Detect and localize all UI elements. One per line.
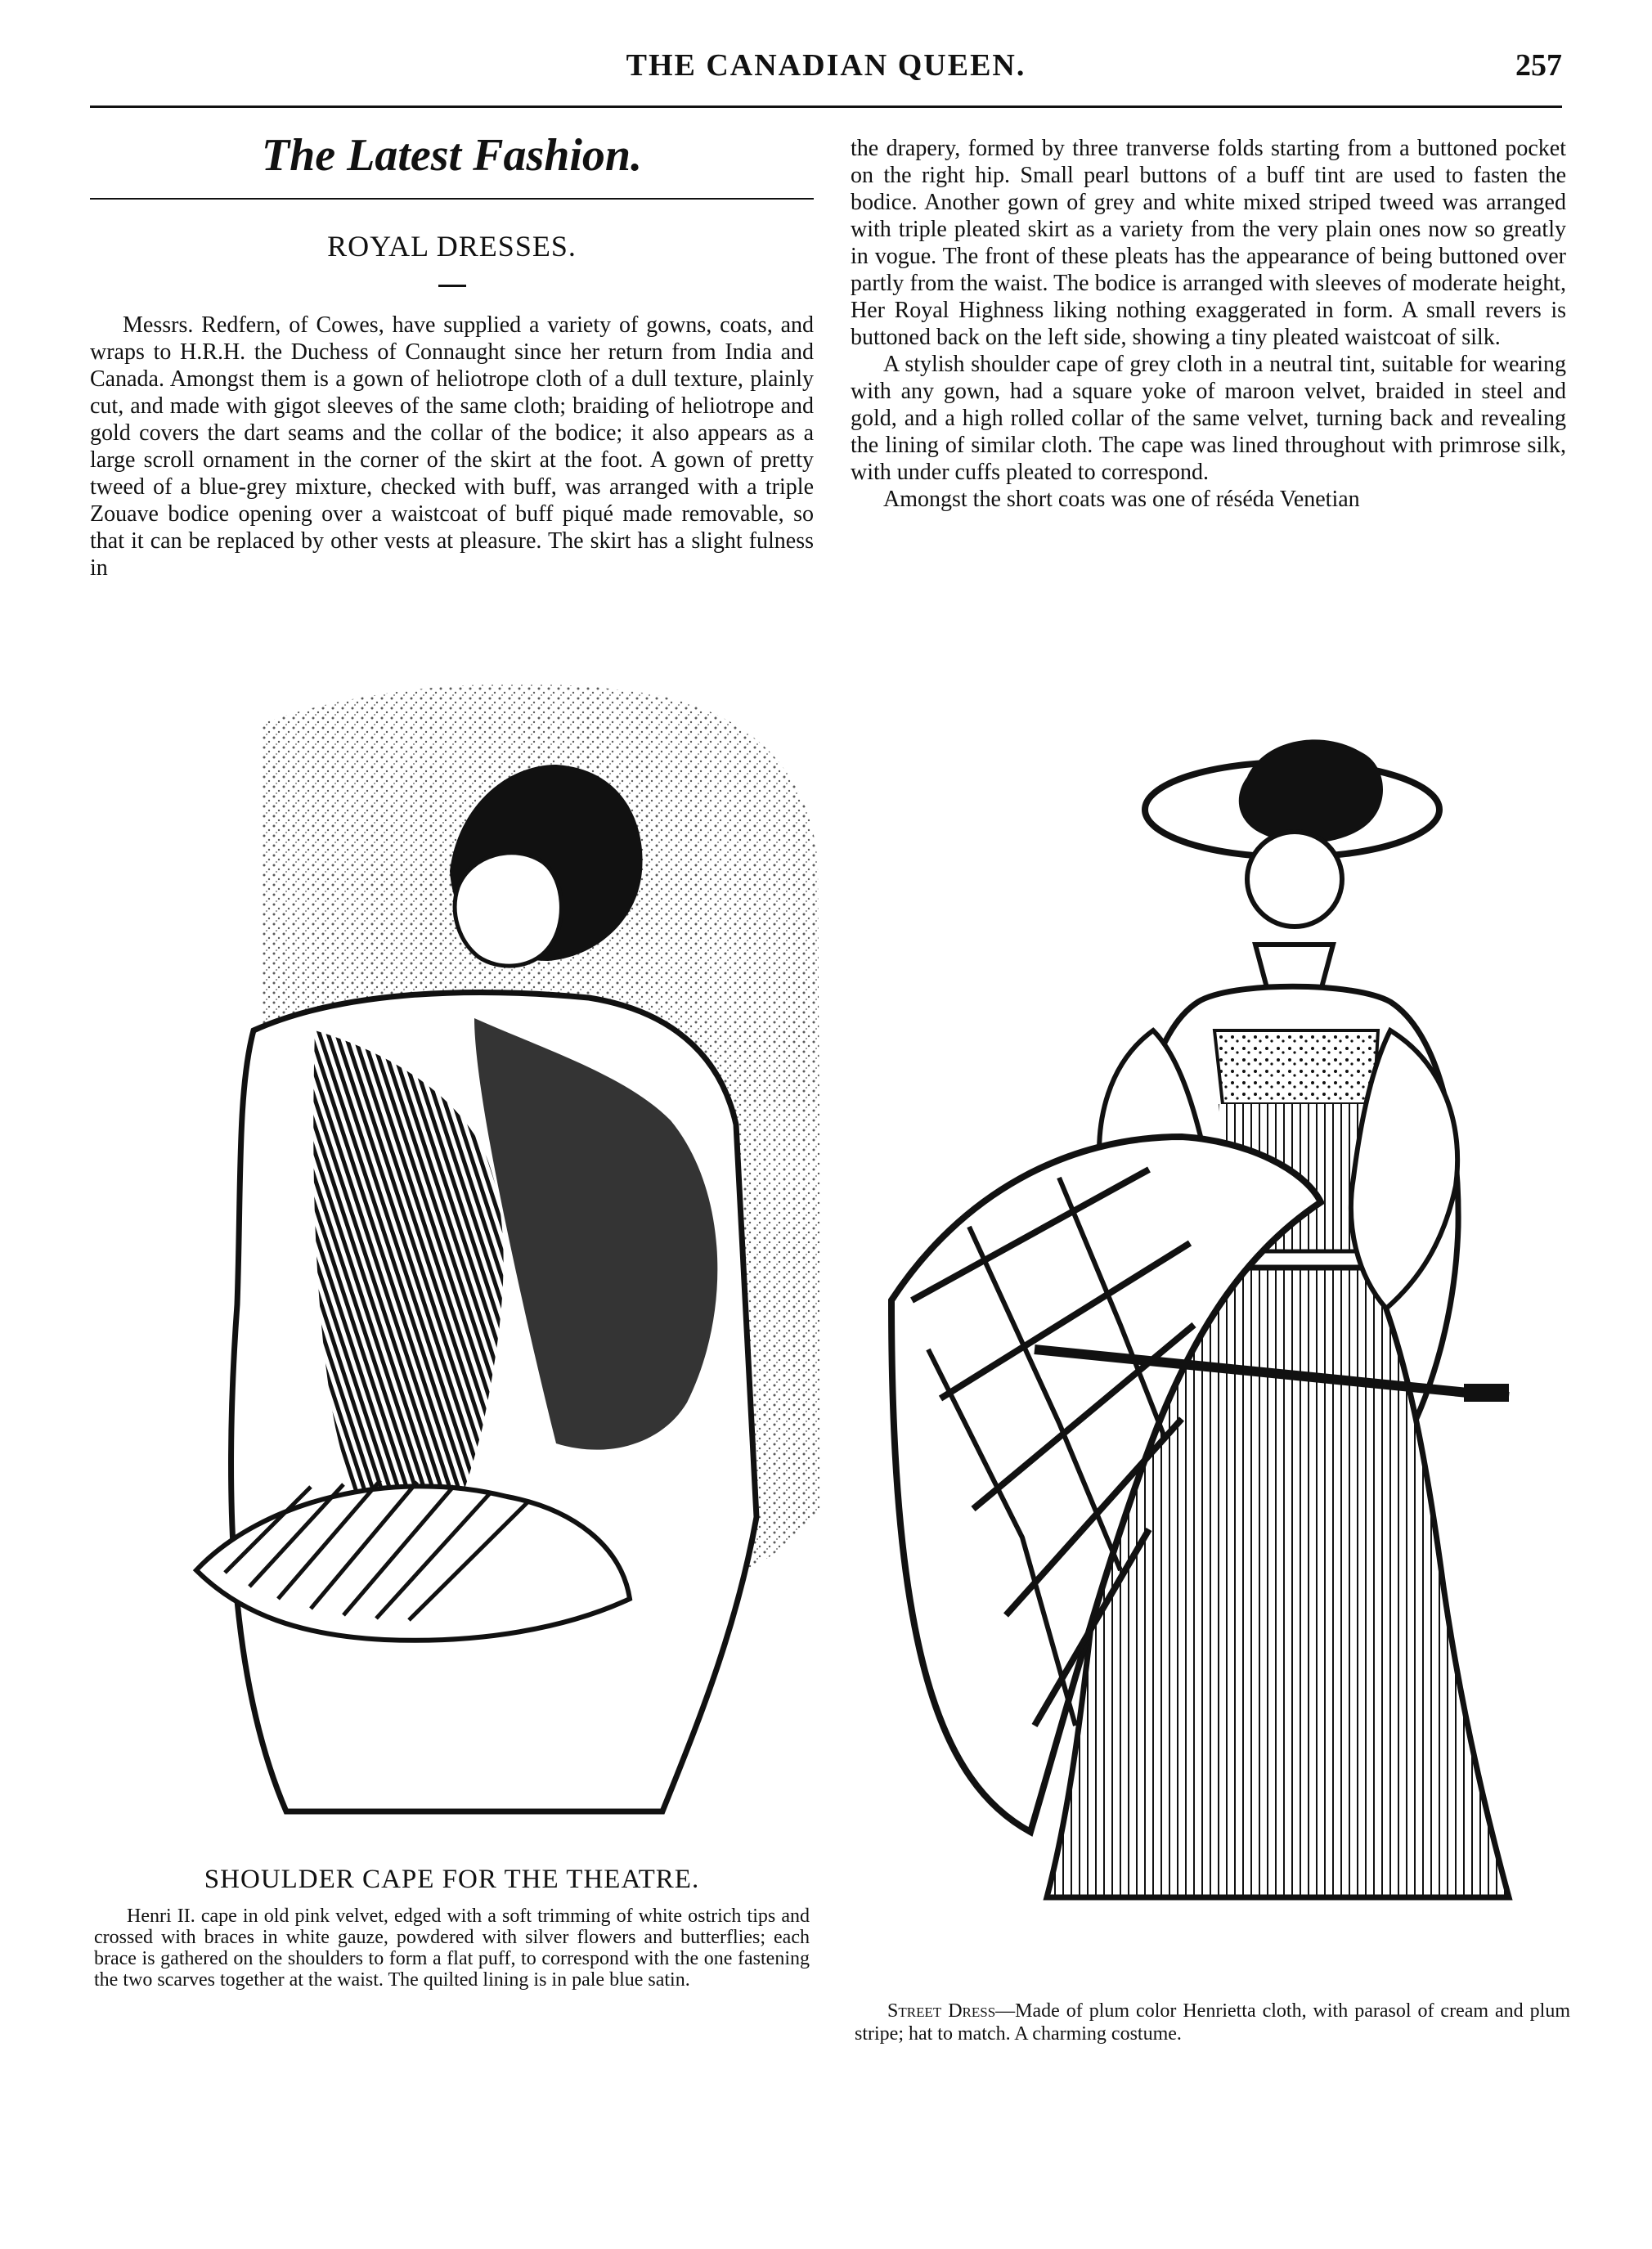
section-title: The Latest Fashion. <box>261 130 643 181</box>
shoulder-cape-illustration <box>164 667 826 1832</box>
article-paragraph-4: Amongst the short coats was one of réséda Venetian <box>883 487 1360 512</box>
left-caption-title: SHOULDER CAPE FOR THE THEATRE. <box>204 1865 700 1894</box>
right-caption-body: —Made of plum color Henrietta cloth, with parasol of cream and plum stripe; hat to match. A charming costume. <box>855 2000 1570 2045</box>
running-header <box>90 47 1562 105</box>
section-dash <box>438 285 466 287</box>
subsection-title: ROYAL DRESSES. <box>327 229 577 263</box>
publication-title: THE CANADIAN QUEEN. <box>626 48 1026 83</box>
article-paragraph-1: Messrs. Redfern, of Cowes, have supplied a variety of gowns, coats, and wraps to H.R.H. the Duchess of Connaught since her return from India and Canada. Amongst them is a gown of heliotrope cloth of a dull texture, plainly cut, and made with gigot sleeves of the same cloth; braiding of heliotrope and gold covers the dart seams and the collar of the bodice; it also appears as a large scroll ornament in the corner of the skirt at the foot. A gown of pretty tweed of a blue-grey mixture, checked with buff, was arranged with a triple Zouave bodice opening over a waistcoat of buff piqué made removable, so that it can be replaced by other vests at pleasure. The skirt has a slight fulness in <box>90 312 814 581</box>
header-rule <box>90 105 1562 108</box>
article-paragraph-3: A stylish shoulder cape of grey cloth in a neutral tint, suitable for wearing with any gown, had a square yoke of maroon velvet, braided in steel and gold, and a high rolled collar of the same velvet, turning back and revealing the lining of similar cloth. The cape was lined throughout with primrose silk, with under cuffs pleated to correspond. <box>851 352 1566 485</box>
section-rule <box>90 198 814 200</box>
page-number: 257 <box>1515 48 1562 83</box>
right-caption <box>855 2000 1570 2045</box>
left-column <box>90 123 814 581</box>
right-caption-lead: Street Dress <box>887 2000 996 2022</box>
right-column <box>851 135 1566 513</box>
street-dress-illustration <box>863 679 1566 1971</box>
article-paragraph-2: the drapery, formed by three tranverse folds starting from a buttoned pocket on the right hip. Small pearl buttons of a buff tint are used to fasten the bodice. Another gown of grey and white mixed striped tweed was arranged with triple pleated skirt as a variety from the very plain ones now so greatly in vogue. The front of these pleats has the appearance of being buttoned over partly from the waist. The bodice is arranged with sleeves of moderate height, Her Royal Highness liking nothing exaggerated in form. A small revers is buttoned back on the left side, showing a tiny pleated waistcoat of silk. <box>851 136 1566 350</box>
left-caption-body: Henri II. cape in old pink velvet, edged with a soft trimming of white ostrich tips and crossed with braces in white gauze, powdered with silver flowers and butterflies; each brace is gathered on the shoulders to form a flat puff, to correspond with the one fastening the two scarves together at the waist. The quilted lining is in pale blue satin. <box>94 1906 810 1991</box>
